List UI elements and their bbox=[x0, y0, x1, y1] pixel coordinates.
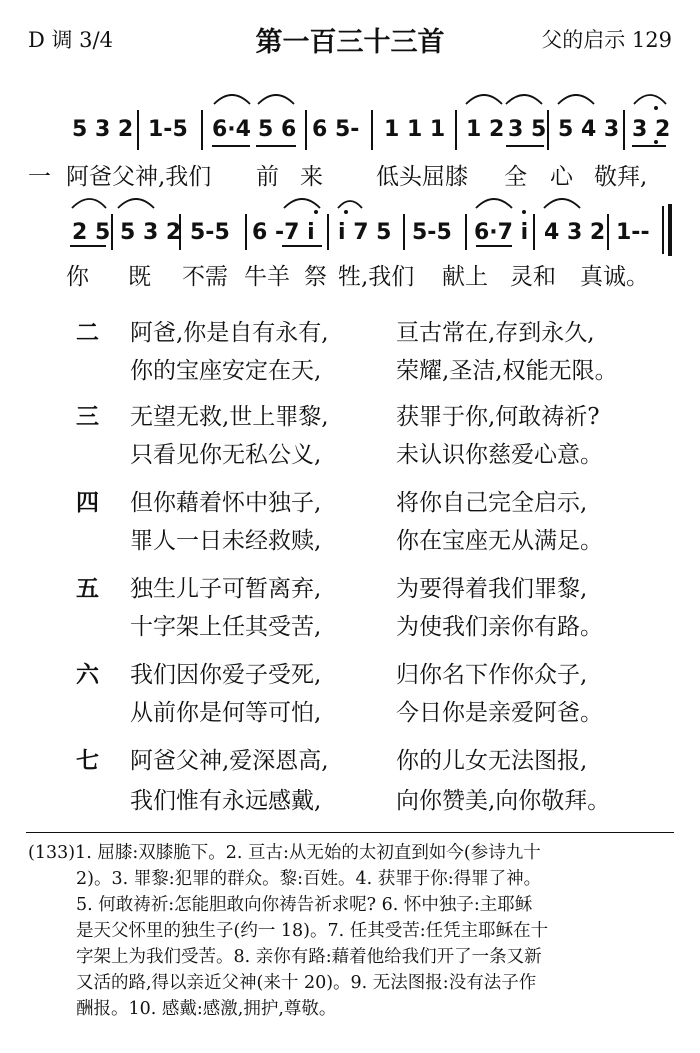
lyric-1-6: 心 bbox=[550, 164, 573, 190]
lyric-2-2: 不需 bbox=[182, 264, 228, 290]
verse-number: 二 bbox=[76, 320, 99, 346]
lyric-1-3: 来 bbox=[300, 164, 323, 190]
measure-16: 4 3 2 bbox=[544, 220, 606, 245]
measure-5: 1 1 1 bbox=[384, 117, 446, 142]
lyric-2-1: 既 bbox=[128, 264, 151, 290]
lyric-2-6: 献上 bbox=[442, 264, 488, 290]
measure-6a: 1 2 bbox=[466, 117, 505, 142]
verse-line: 你的儿女无法图报, bbox=[396, 748, 588, 774]
measure-3a: 6·4 bbox=[212, 117, 251, 142]
verse-line: 归你名下作你众子, bbox=[396, 662, 588, 688]
key-time-signature: D 调 3/4 bbox=[28, 28, 113, 52]
score-markings bbox=[0, 0, 700, 300]
verse-line: 获罪于你,何敢祷祈? bbox=[396, 404, 600, 430]
measure-3b: 5 6 bbox=[258, 117, 297, 142]
footnote-divider bbox=[26, 832, 674, 833]
measure-17: 1-- bbox=[616, 220, 650, 245]
hymn-title: 第一百三十三首 bbox=[255, 27, 445, 58]
verse-line: 为使我们亲你有路。 bbox=[396, 614, 603, 640]
verse-line: 你在宝座无从满足。 bbox=[396, 528, 603, 554]
measure-11: 5-5 bbox=[190, 220, 230, 245]
verse-line: 你的宝座安定在天, bbox=[130, 358, 322, 384]
measure-1: 5 3 2 bbox=[72, 117, 134, 142]
verse-number: 三 bbox=[76, 404, 99, 430]
lyric-1-0: 一 bbox=[28, 164, 51, 190]
verse-number: 五 bbox=[76, 576, 99, 602]
verse-line: 十字架上任其受苦, bbox=[130, 614, 322, 640]
lyric-2-4: 祭 bbox=[304, 264, 327, 290]
measure-12: 6 -7 i bbox=[252, 220, 315, 245]
verse-line: 荣耀,圣洁,权能无限。 bbox=[396, 358, 618, 384]
lyric-1-4: 低头屈膝 bbox=[376, 164, 468, 190]
lyric-2-0: 你 bbox=[66, 264, 89, 290]
measure-2: 1-5 bbox=[148, 117, 188, 142]
footnote-line: 2)。3. 罪黎:犯罪的群众。黎:百姓。4. 获罪于你:得罪了神。 bbox=[76, 869, 542, 889]
verse-number: 七 bbox=[76, 748, 99, 774]
verse-number: 六 bbox=[76, 662, 99, 688]
verse-line: 将你自己完全启示, bbox=[396, 490, 588, 516]
verse-line: 亘古常在,存到永久, bbox=[396, 320, 595, 346]
verse-line: 罪人一日未经救赎, bbox=[130, 528, 322, 554]
verse-line: 今日你是亲爱阿爸。 bbox=[396, 700, 603, 726]
verse-line: 向你赞美,向你敬拜。 bbox=[396, 788, 611, 814]
measure-6b: 3 5 bbox=[508, 117, 547, 142]
measure-15: 6·7 i bbox=[474, 220, 529, 245]
footnote-line: 5. 何敢祷祈:怎能胆敢向你祷告祈求呢? 6. 怀中独子:主耶稣 bbox=[76, 895, 533, 915]
lyric-1-2: 前 bbox=[256, 164, 279, 190]
measure-8: 3 2 bbox=[632, 117, 671, 142]
footnote-line: 字架上为我们受苦。8. 亲你有路:藉着他给我们开了一条又新 bbox=[76, 947, 542, 967]
measure-4: 6 5- bbox=[312, 117, 360, 142]
footnotes bbox=[28, 840, 678, 1022]
measure-14: 5-5 bbox=[412, 220, 452, 245]
lyric-1-1: 阿爸父神,我们 bbox=[66, 164, 212, 190]
verse-line: 但你藉着怀中独子, bbox=[130, 490, 322, 516]
lyric-2-8: 真诚。 bbox=[580, 264, 649, 290]
lyric-1-7: 敬拜, bbox=[594, 164, 648, 190]
measure-9: 2 5 bbox=[72, 220, 111, 245]
measure-10: 5 3 2 bbox=[120, 220, 182, 245]
verse-number: 四 bbox=[76, 490, 99, 516]
verse-line: 无望无救,世上罪黎, bbox=[130, 404, 329, 430]
verse-line: 阿爸,你是自有永有, bbox=[130, 320, 329, 346]
footnote-line: 酬报。10. 感戴:感激,拥护,尊敬。 bbox=[76, 999, 337, 1019]
hymn-category: 父的启示 129 bbox=[541, 28, 672, 52]
verse-line: 只看见你无私公义, bbox=[130, 442, 322, 468]
measure-7: 5 4 3 bbox=[558, 117, 620, 142]
lyric-1-5: 全 bbox=[504, 164, 527, 190]
lyric-2-5: 牲,我们 bbox=[338, 264, 415, 290]
verse-line: 为要得着我们罪黎, bbox=[396, 576, 588, 602]
measure-13: i 7 5 bbox=[338, 220, 392, 245]
lyric-2-7: 灵和 bbox=[510, 264, 556, 290]
verse-line: 未认识你慈爱心意。 bbox=[396, 442, 603, 468]
verse-line: 从前你是何等可怕, bbox=[130, 700, 322, 726]
footnote-line: 是天父怀里的独生子(约一 18)。7. 任其受苦:任凭主耶稣在十 bbox=[76, 921, 549, 941]
verse-line: 独生儿子可暂离弃, bbox=[130, 576, 322, 602]
verse-line: 阿爸父神,爱深恩高, bbox=[130, 748, 329, 774]
footnote-line: (133)1. 屈膝:双膝脆下。2. 亘古:从无始的太初直到如今(参诗九十 bbox=[28, 843, 541, 863]
verse-line: 我们因你爱子受死, bbox=[130, 662, 322, 688]
lyric-2-3: 牛羊 bbox=[244, 264, 290, 290]
footnote-line: 又活的路,得以亲近父神(来十 20)。9. 无法图报:没有法子作 bbox=[76, 973, 537, 993]
verse-line: 我们惟有永远感戴, bbox=[130, 788, 322, 814]
